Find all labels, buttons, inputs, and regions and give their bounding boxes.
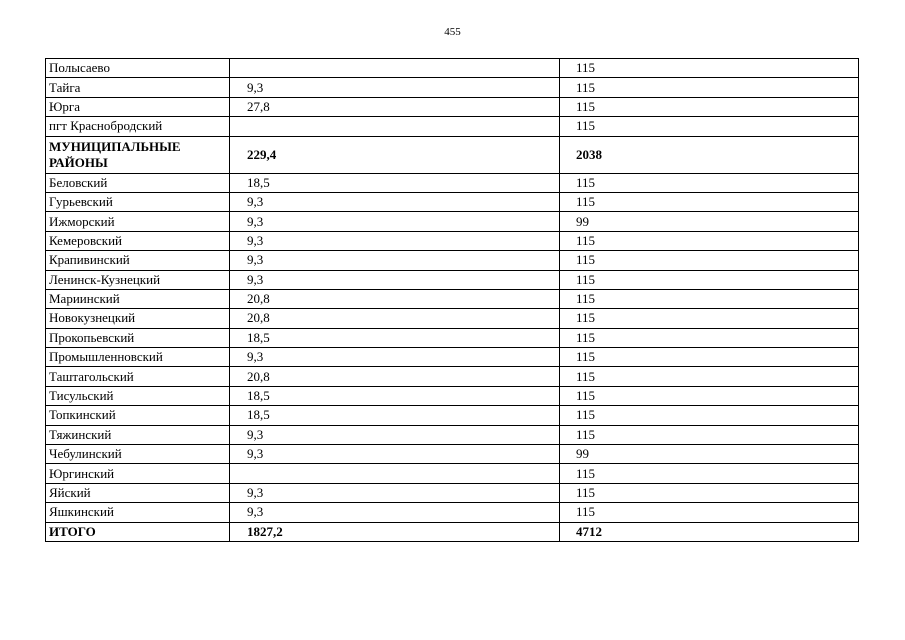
row-name-cell: Гурьевский xyxy=(46,192,230,211)
row-value1-cell: 20,8 xyxy=(230,309,560,328)
row-value2-cell: 115 xyxy=(560,483,859,502)
row-value2-cell: 115 xyxy=(560,425,859,444)
row-name-cell: Тяжинский xyxy=(46,425,230,444)
row-value2-cell: 115 xyxy=(560,97,859,116)
row-name-cell: Ижморский xyxy=(46,212,230,231)
row-value1-cell xyxy=(230,59,560,78)
table-row xyxy=(46,386,859,405)
table-row xyxy=(46,309,859,328)
row-value1-cell: 9,3 xyxy=(230,348,560,367)
row-value2-cell: 115 xyxy=(560,289,859,308)
row-value2-cell: 115 xyxy=(560,367,859,386)
row-name-cell: Промышленновский xyxy=(46,348,230,367)
row-name-cell: Яйский xyxy=(46,483,230,502)
table-row xyxy=(46,367,859,386)
row-name-cell: пгт Краснобродский xyxy=(46,117,230,136)
row-value1-cell: 9,3 xyxy=(230,503,560,522)
row-value2-cell: 115 xyxy=(560,231,859,250)
row-value1-cell: 9,3 xyxy=(230,425,560,444)
table-row xyxy=(46,59,859,78)
table-row xyxy=(46,425,859,444)
row-name-cell: Прокопьевский xyxy=(46,328,230,347)
row-value2-cell: 115 xyxy=(560,348,859,367)
table-row xyxy=(46,289,859,308)
row-name-cell: Яшкинский xyxy=(46,503,230,522)
row-value1-cell: 18,5 xyxy=(230,328,560,347)
row-name-cell: Кемеровский xyxy=(46,231,230,250)
table-row xyxy=(46,78,859,97)
row-name-cell: Юрга xyxy=(46,97,230,116)
row-value2-cell: 115 xyxy=(560,464,859,483)
table-row xyxy=(46,406,859,425)
row-name-cell: Мариинский xyxy=(46,289,230,308)
row-value1-cell: 18,5 xyxy=(230,386,560,405)
row-value1-cell: 9,3 xyxy=(230,192,560,211)
table-body xyxy=(46,59,859,542)
row-value1-cell: 9,3 xyxy=(230,212,560,231)
page-number: 455 xyxy=(444,26,461,38)
table-row xyxy=(46,445,859,464)
row-value1-cell: 9,3 xyxy=(230,231,560,250)
row-value2-cell: 115 xyxy=(560,251,859,270)
row-value1-cell: 9,3 xyxy=(230,78,560,97)
row-value1-cell: 1827,2 xyxy=(230,522,560,541)
row-name-cell: Таштагольский xyxy=(46,367,230,386)
row-value1-cell xyxy=(230,464,560,483)
row-value2-cell: 115 xyxy=(560,503,859,522)
row-value2-cell: 115 xyxy=(560,192,859,211)
row-value2-cell: 4712 xyxy=(560,522,859,541)
row-value2-cell: 99 xyxy=(560,445,859,464)
row-name-cell: Тайга xyxy=(46,78,230,97)
table-row xyxy=(46,192,859,211)
row-name-cell: МУНИЦИПАЛЬНЫЕ РАЙОНЫ xyxy=(46,136,230,173)
data-table xyxy=(45,58,859,542)
row-value1-cell xyxy=(230,117,560,136)
table-row xyxy=(46,231,859,250)
row-name-cell: Тисульский xyxy=(46,386,230,405)
row-value2-cell: 115 xyxy=(560,309,859,328)
row-value1-cell: 18,5 xyxy=(230,406,560,425)
table-row xyxy=(46,483,859,502)
row-value2-cell: 99 xyxy=(560,212,859,231)
row-value1-cell: 9,3 xyxy=(230,445,560,464)
row-value2-cell: 115 xyxy=(560,406,859,425)
table-row xyxy=(46,251,859,270)
row-name-cell: Топкинский xyxy=(46,406,230,425)
table-row xyxy=(46,328,859,347)
row-value2-cell: 115 xyxy=(560,173,859,192)
row-value2-cell: 115 xyxy=(560,59,859,78)
row-value2-cell: 115 xyxy=(560,328,859,347)
row-value1-cell: 9,3 xyxy=(230,270,560,289)
table-row xyxy=(46,173,859,192)
row-value1-cell: 20,8 xyxy=(230,367,560,386)
row-value2-cell: 115 xyxy=(560,78,859,97)
row-name-cell: ИТОГО xyxy=(46,522,230,541)
table-row xyxy=(46,522,859,541)
row-value1-cell: 20,8 xyxy=(230,289,560,308)
row-value2-cell: 115 xyxy=(560,270,859,289)
table-row xyxy=(46,136,859,173)
table-row xyxy=(46,97,859,116)
row-value1-cell: 9,3 xyxy=(230,251,560,270)
row-name-cell: Юргинский xyxy=(46,464,230,483)
row-name-cell: Ленинск-Кузнецкий xyxy=(46,270,230,289)
row-value2-cell: 115 xyxy=(560,117,859,136)
row-name-cell: Беловский xyxy=(46,173,230,192)
table-row xyxy=(46,464,859,483)
row-value1-cell: 27,8 xyxy=(230,97,560,116)
table-row xyxy=(46,117,859,136)
row-value1-cell: 9,3 xyxy=(230,483,560,502)
table-row xyxy=(46,348,859,367)
table-row xyxy=(46,503,859,522)
row-value1-cell: 18,5 xyxy=(230,173,560,192)
table-row xyxy=(46,212,859,231)
row-name-cell: Полысаево xyxy=(46,59,230,78)
row-value1-cell: 229,4 xyxy=(230,136,560,173)
row-value2-cell: 2038 xyxy=(560,136,859,173)
row-name-cell: Крапивинский xyxy=(46,251,230,270)
row-name-cell: Новокузнецкий xyxy=(46,309,230,328)
row-name-cell: Чебулинский xyxy=(46,445,230,464)
table-row xyxy=(46,270,859,289)
row-value2-cell: 115 xyxy=(560,386,859,405)
